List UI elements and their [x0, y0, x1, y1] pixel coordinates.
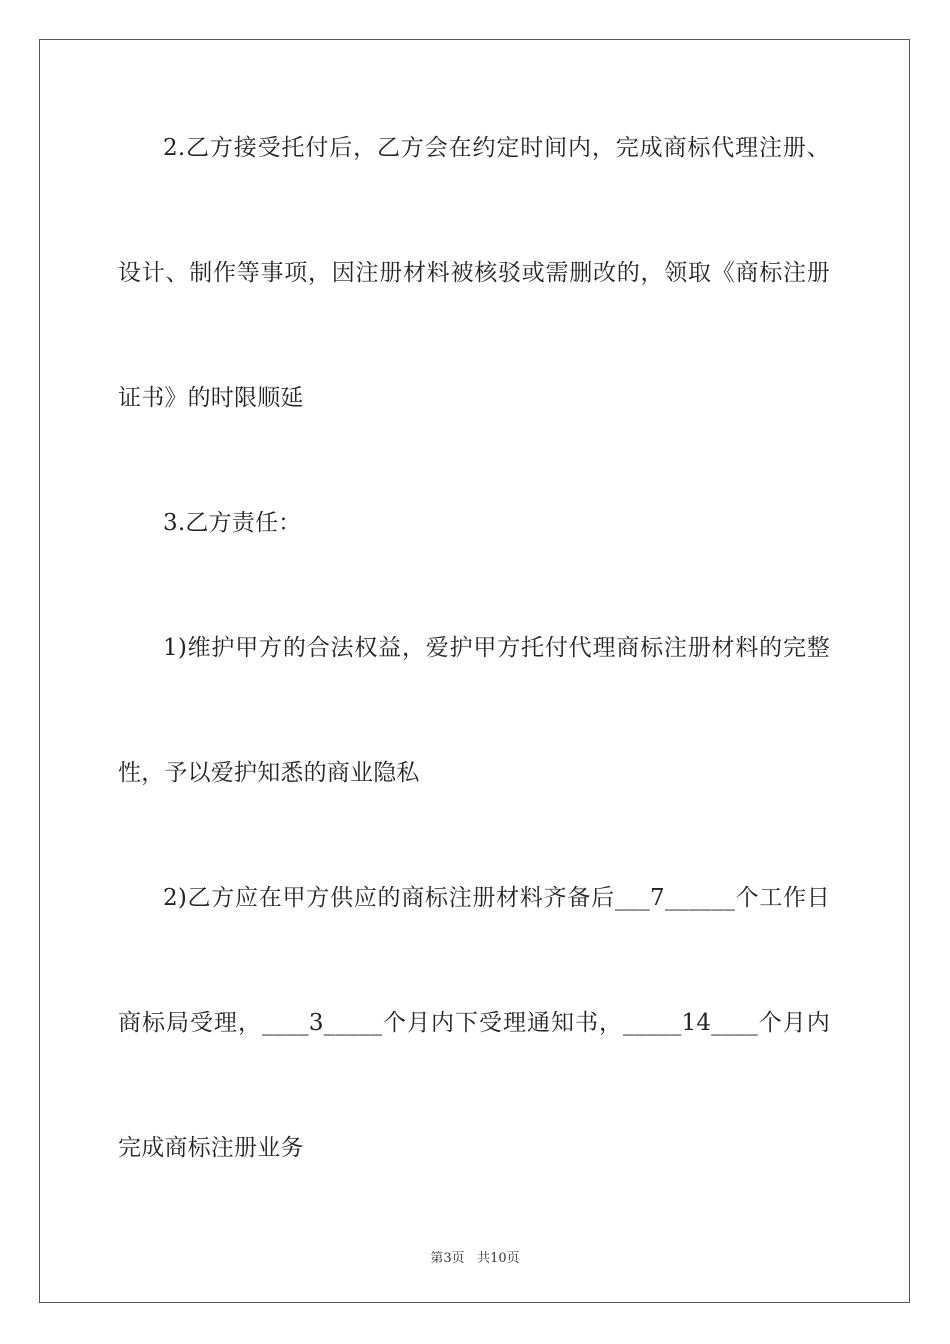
paragraph-line-6	[163, 883, 830, 913]
fill-blank-months-total: _____14____	[623, 1010, 758, 1036]
clause-text: 个工作日	[735, 885, 830, 911]
page-total: 共10页	[477, 1251, 520, 1266]
page-number: 第3页	[430, 1251, 465, 1266]
paragraph-line-7	[118, 1008, 830, 1038]
fill-blank-days: ___7______	[614, 885, 736, 911]
paragraph-line-3: 证书》的时限顺延	[118, 385, 304, 411]
paragraph-line-5: 性，予以爱护知悉的商业隐私	[118, 760, 420, 786]
clause-text: 个月内下受理通知书，	[382, 1010, 624, 1036]
paragraph-line-4: 1)维护甲方的合法权益，爱护甲方托付代理商标注册材料的完整	[163, 635, 830, 661]
paragraph-line-8: 完成商标注册业务	[118, 1135, 304, 1161]
clause-text: 商标局受理，	[118, 1010, 263, 1036]
page-footer	[0, 1247, 950, 1266]
clause-text: 个月内	[757, 1010, 830, 1036]
section-heading: 3.乙方责任：	[163, 510, 302, 536]
fill-blank-months: ____3_____	[262, 1010, 383, 1036]
page-frame	[39, 39, 910, 1303]
paragraph-line-2: 设计、制作等事项，因注册材料被核驳或需删改的，领取《商标注册	[118, 260, 830, 286]
clause-text: 2)乙方应在甲方供应的商标注册材料齐备后	[163, 885, 615, 911]
paragraph-line-1: 2.乙方接受托付后，乙方会在约定时间内，完成商标代理注册、	[163, 135, 830, 161]
